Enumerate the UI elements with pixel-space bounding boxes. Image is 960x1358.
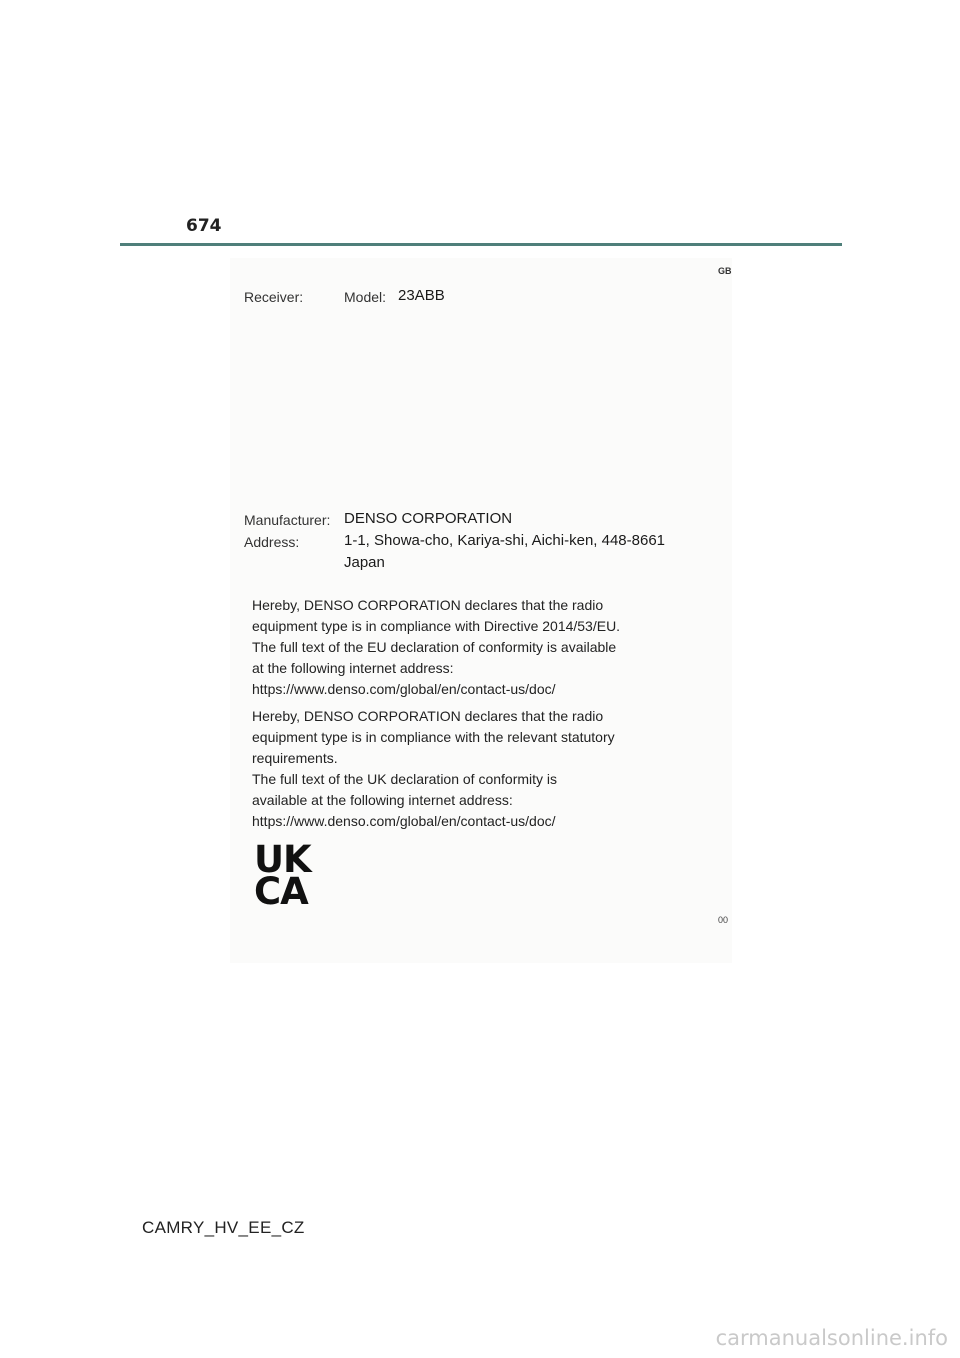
eu-declaration-line: at the following internet address: — [252, 660, 454, 676]
receiver-label: Receiver: — [244, 289, 304, 305]
eu-declaration-line: equipment type is in compliance with Directive 2014/53/EU. — [252, 618, 621, 634]
uk-declaration-url: https://www.denso.com/global/en/contact-us/doc/ — [252, 813, 556, 829]
manufacturer-value: DENSO CORPORATION — [344, 510, 513, 527]
header-rule — [120, 243, 842, 246]
eu-declaration-line: Hereby, DENSO CORPORATION declares that the radio — [252, 597, 604, 613]
uk-declaration-line: available at the following internet address: — [252, 792, 513, 808]
uk-declaration-line: requirements. — [252, 750, 338, 766]
address-line-1: 1-1, Showa-cho, Kariya-shi, Aichi-ken, 448-8661 — [344, 532, 666, 549]
uk-declaration — [252, 706, 712, 832]
footer-code: CAMRY_HV_EE_CZ — [142, 1218, 305, 1237]
address-line-2: Japan — [344, 554, 385, 571]
region-code: GB — [718, 266, 732, 276]
model-value: 23ABB — [398, 287, 445, 304]
uk-declaration-line: Hereby, DENSO CORPORATION declares that the radio — [252, 708, 604, 724]
declaration-scan — [230, 258, 732, 963]
ukca-mark-line-2: CA — [254, 870, 308, 913]
uk-declaration-line: The full text of the UK declaration of conformity is — [252, 771, 558, 787]
revision-code: 00 — [718, 915, 729, 925]
ukca-mark-line-1: UK — [254, 838, 311, 881]
manufacturer-label: Manufacturer: — [244, 512, 331, 528]
uk-declaration-line: equipment type is in compliance with the relevant statutory — [252, 729, 615, 745]
eu-declaration — [252, 595, 712, 700]
eu-declaration-line: The full text of the EU declaration of conformity is available — [252, 639, 617, 655]
model-label: Model: — [344, 289, 387, 305]
address-label: Address: — [244, 534, 300, 550]
page-number: 674 — [186, 216, 222, 236]
watermark: carmanualsonline.info — [715, 1326, 948, 1350]
eu-declaration-url: https://www.denso.com/global/en/contact-us/doc/ — [252, 681, 556, 697]
ukca-mark — [254, 838, 318, 913]
